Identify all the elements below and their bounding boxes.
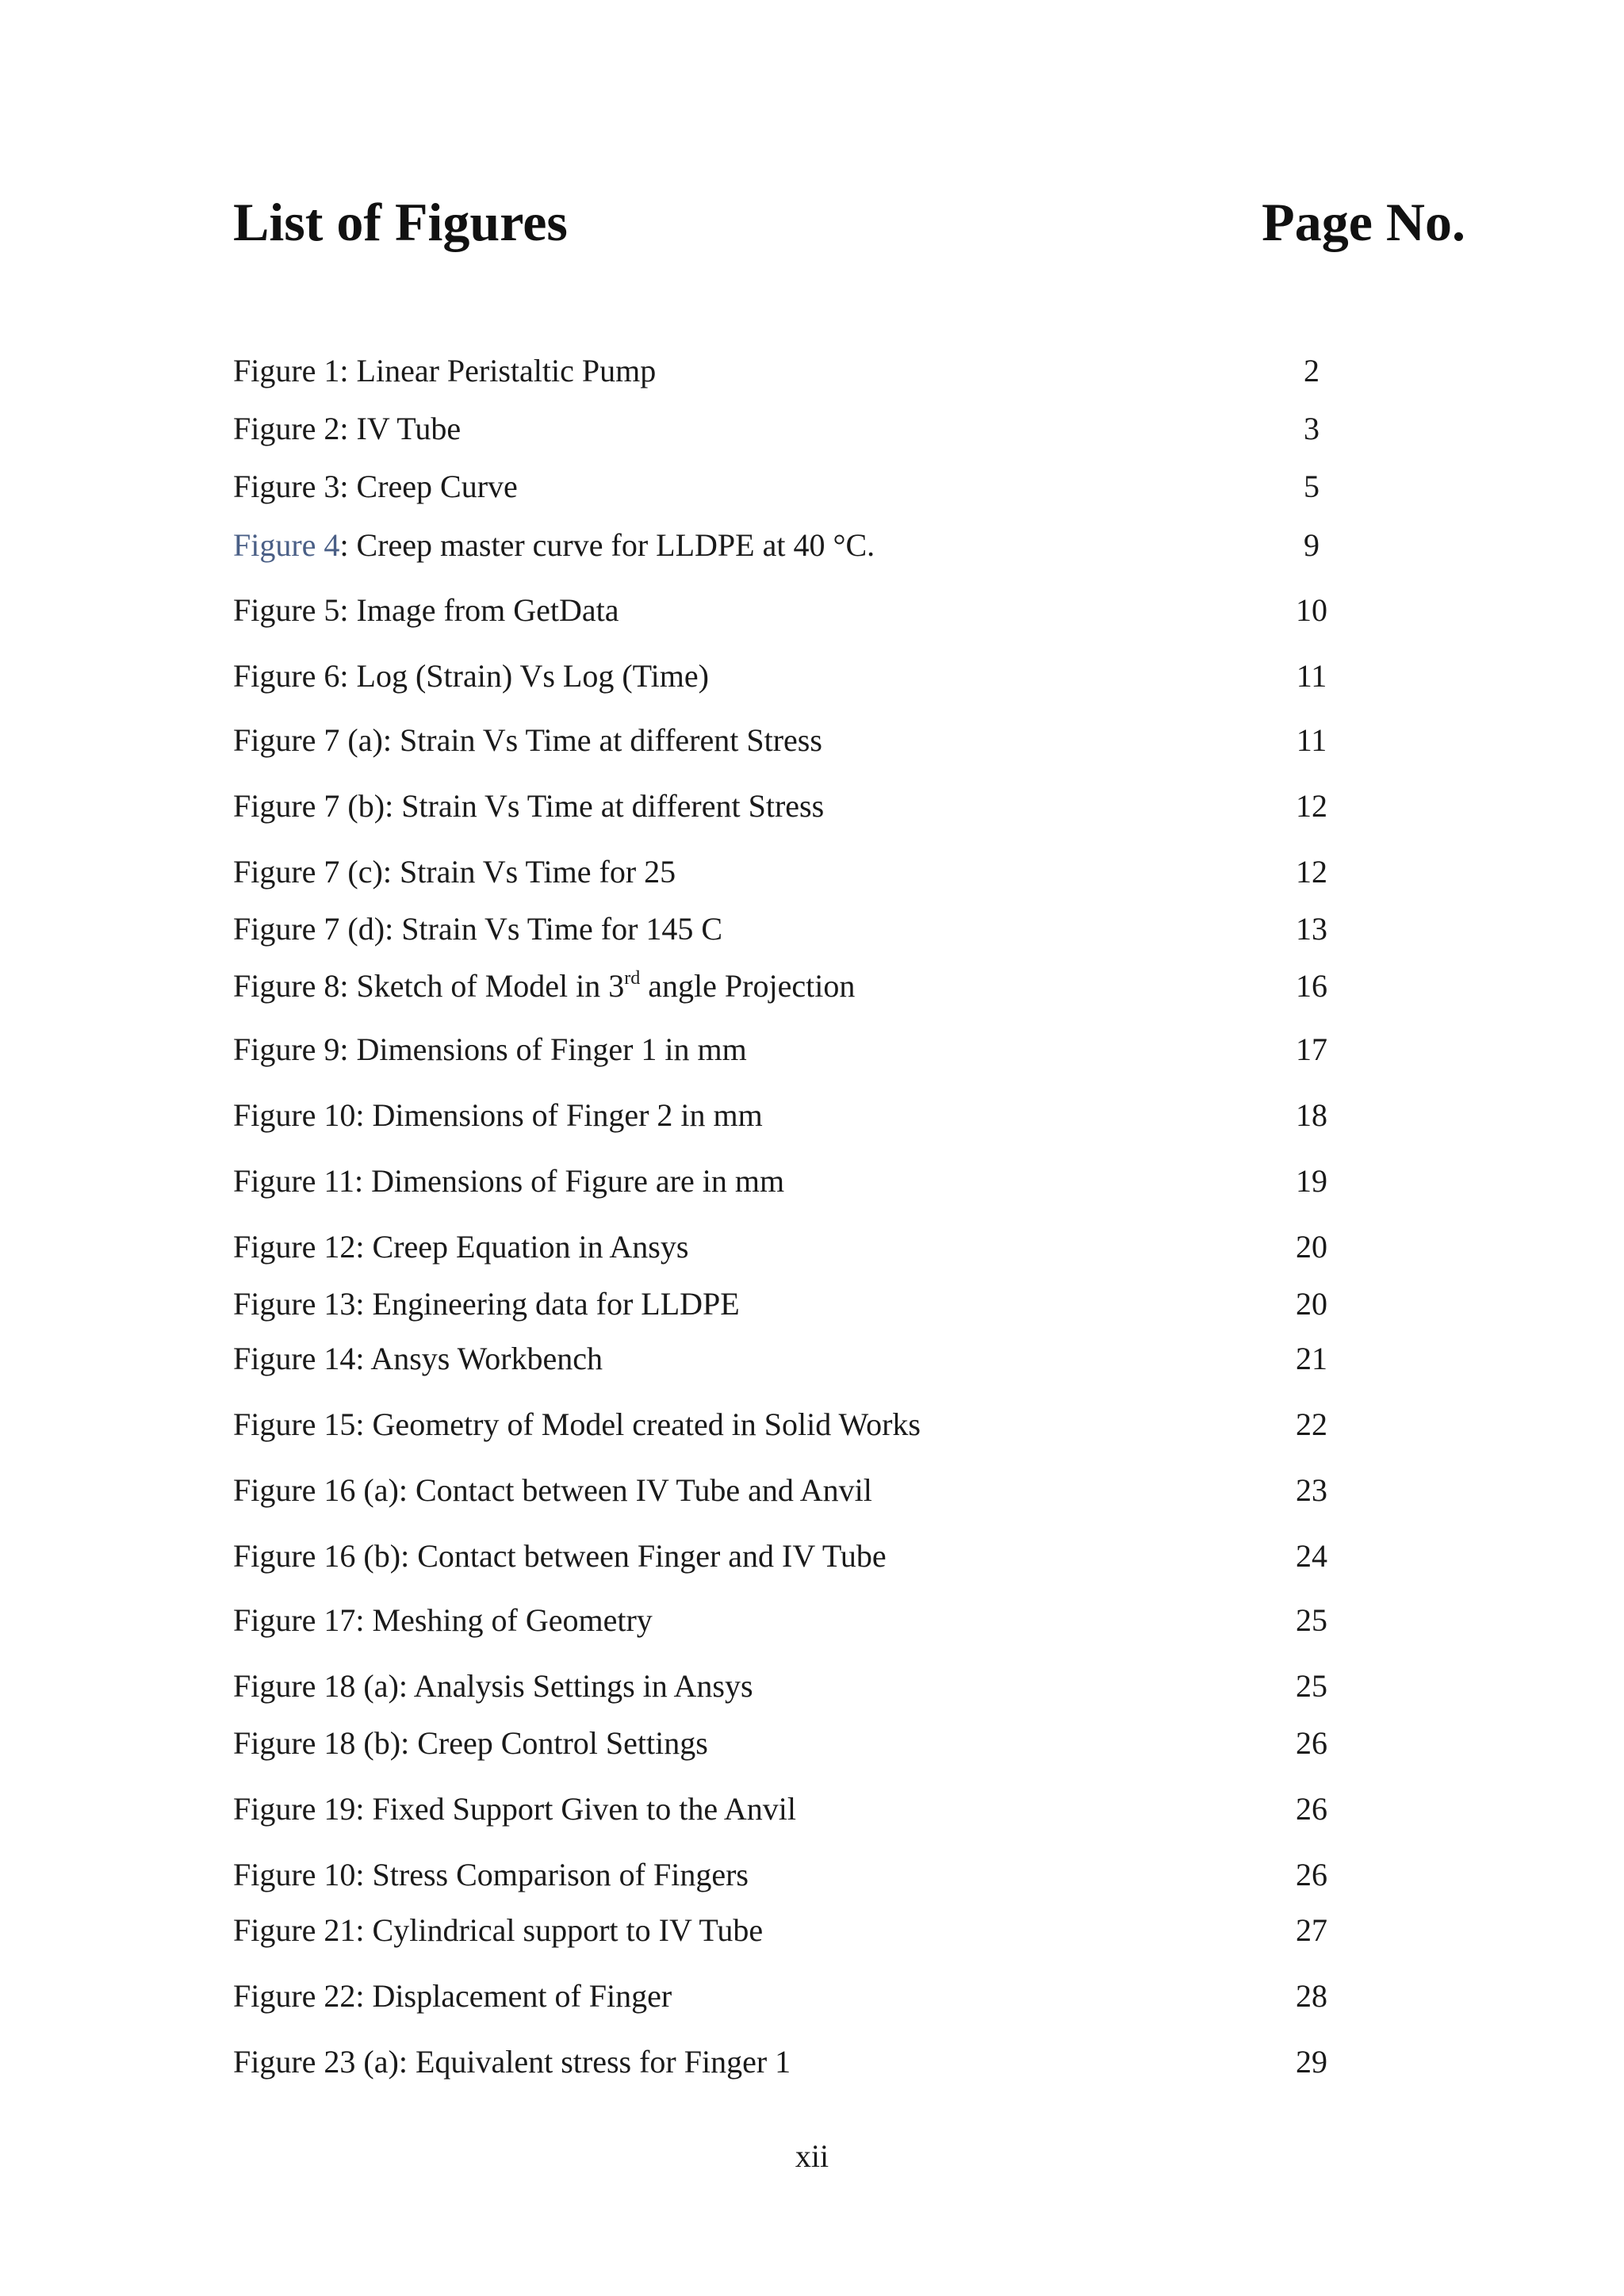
figure-label xyxy=(233,962,855,1010)
figure-label xyxy=(233,522,875,569)
ordinal-superscript: rd xyxy=(624,968,641,989)
figure-page-number: 16 xyxy=(1296,968,1327,1004)
figure-label: Figure 6: Log (Strain) Vs Log (Time) xyxy=(233,658,709,694)
figure-entry xyxy=(233,1223,1359,1271)
figure-label: Figure 17: Meshing of Geometry xyxy=(233,1602,653,1638)
figure-label: Figure 7 (c): Strain Vs Time for 25 xyxy=(233,854,676,890)
figure-entry xyxy=(233,848,1359,896)
figure-entry xyxy=(233,1092,1359,1139)
figure-page-number: 23 xyxy=(1296,1472,1327,1508)
figure-entry xyxy=(233,717,1359,764)
figure-entry xyxy=(233,1785,1359,1833)
figure-page-number: 20 xyxy=(1296,1286,1327,1322)
figure-page-number: 25 xyxy=(1296,1602,1327,1638)
figure-label: Figure 10: Dimensions of Finger 2 in mm xyxy=(233,1097,763,1133)
figure-page-number: 29 xyxy=(1296,2044,1327,2080)
figure-entry xyxy=(233,1720,1359,1767)
figure-entry xyxy=(233,1335,1359,1383)
figure-page-number: 20 xyxy=(1296,1229,1327,1265)
figure-label: Figure 5: Image from GetData xyxy=(233,592,619,628)
figure-entry xyxy=(233,1280,1359,1328)
page-footer-number: xii xyxy=(795,2138,829,2174)
figure-page-number: 17 xyxy=(1296,1031,1327,1067)
figure-page-number: 13 xyxy=(1296,911,1327,947)
figure-entry xyxy=(233,1026,1359,1073)
figure-page-number: 18 xyxy=(1296,1097,1327,1133)
figure-label: Figure 11: Dimensions of Figure are in mm xyxy=(233,1163,785,1199)
figure-page-number: 9 xyxy=(1304,527,1320,563)
figure-page-number: 26 xyxy=(1296,1857,1327,1892)
figure-label: Figure 21: Cylindrical support to IV Tube xyxy=(233,1912,764,1948)
figure-page-number: 11 xyxy=(1296,722,1327,758)
figure-page-number: 25 xyxy=(1296,1668,1327,1704)
figure-label: Figure 22: Displacement of Finger xyxy=(233,1978,672,2014)
figure-entry xyxy=(233,1597,1359,1644)
figure-page-number: 26 xyxy=(1296,1791,1327,1827)
figure-page-number: 24 xyxy=(1296,1538,1327,1574)
figure-entry xyxy=(233,587,1359,634)
figure-entry xyxy=(233,1907,1359,1954)
figure-page-number: 5 xyxy=(1304,469,1320,504)
figure-label: Figure 13: Engineering data for LLDPE xyxy=(233,1286,740,1322)
figure-page-number: 12 xyxy=(1296,854,1327,890)
figure-label: Figure 7 (d): Strain Vs Time for 145 C xyxy=(233,911,723,947)
figure-entry xyxy=(233,1401,1359,1448)
figure-page-number: 11 xyxy=(1296,658,1327,694)
figure-link[interactable]: Figure 4 xyxy=(233,527,340,563)
figure-label: Figure 3: Creep Curve xyxy=(233,469,518,504)
figure-entry xyxy=(233,405,1359,453)
figure-entry xyxy=(233,962,1359,1010)
figure-page-number: 19 xyxy=(1296,1163,1327,1199)
figure-page-number: 22 xyxy=(1296,1406,1327,1442)
figure-page-number: 2 xyxy=(1304,353,1320,388)
figure-label: Figure 9: Dimensions of Finger 1 in mm xyxy=(233,1031,747,1067)
figure-page-number: 26 xyxy=(1296,1725,1327,1761)
figure-label-end: angle Projection xyxy=(640,968,856,1004)
figure-entry xyxy=(233,1158,1359,1205)
figure-label: Figure 7 (a): Strain Vs Time at different Stress xyxy=(233,722,822,758)
figure-label-rest: : Creep master curve for LLDPE at 40 °C. xyxy=(339,527,875,563)
page-number-column-title: Page No. xyxy=(1262,192,1465,252)
figure-label: Figure 2: IV Tube xyxy=(233,411,462,446)
figure-entry xyxy=(233,1467,1359,1514)
figure-label: Figure 23 (a): Equivalent stress for Finger 1 xyxy=(233,2044,791,2080)
figure-label: Figure 14: Ansys Workbench xyxy=(233,1341,603,1376)
figure-entry xyxy=(233,905,1359,953)
figure-label-start: Figure 8: Sketch of Model in 3 xyxy=(233,968,625,1004)
figure-page-number: 28 xyxy=(1296,1978,1327,2014)
figure-entry xyxy=(233,1851,1359,1899)
figure-entry xyxy=(233,652,1359,700)
figure-entry xyxy=(233,2038,1359,2086)
figure-label: Figure 18 (a): Analysis Settings in Ansys xyxy=(233,1668,753,1704)
page-title: List of Figures xyxy=(233,192,568,252)
figure-page-number: 21 xyxy=(1296,1341,1327,1376)
figure-entry xyxy=(233,1533,1359,1580)
figure-label: Figure 19: Fixed Support Given to the Anvil xyxy=(233,1791,796,1827)
figure-label: Figure 15: Geometry of Model created in Solid Works xyxy=(233,1406,921,1442)
figure-entry xyxy=(233,1663,1359,1710)
figure-label: Figure 12: Creep Equation in Ansys xyxy=(233,1229,689,1265)
figure-label: Figure 16 (b): Contact between Finger and IV Tube xyxy=(233,1538,887,1574)
figure-entry xyxy=(233,783,1359,830)
figure-entry xyxy=(233,522,1359,569)
figure-label: Figure 10: Stress Comparison of Fingers xyxy=(233,1857,749,1892)
figure-page-number: 27 xyxy=(1296,1912,1327,1948)
figure-label: Figure 1: Linear Peristaltic Pump xyxy=(233,353,657,388)
figure-entry xyxy=(233,463,1359,511)
figure-page-number: 3 xyxy=(1304,411,1320,446)
figure-page-number: 10 xyxy=(1296,592,1327,628)
figure-label: Figure 16 (a): Contact between IV Tube and Anvil xyxy=(233,1472,872,1508)
figure-label: Figure 18 (b): Creep Control Settings xyxy=(233,1725,708,1761)
figure-entry xyxy=(233,1973,1359,2020)
figure-entry xyxy=(233,347,1359,395)
figure-label: Figure 7 (b): Strain Vs Time at different Stress xyxy=(233,788,825,824)
figure-page-number: 12 xyxy=(1296,788,1327,824)
